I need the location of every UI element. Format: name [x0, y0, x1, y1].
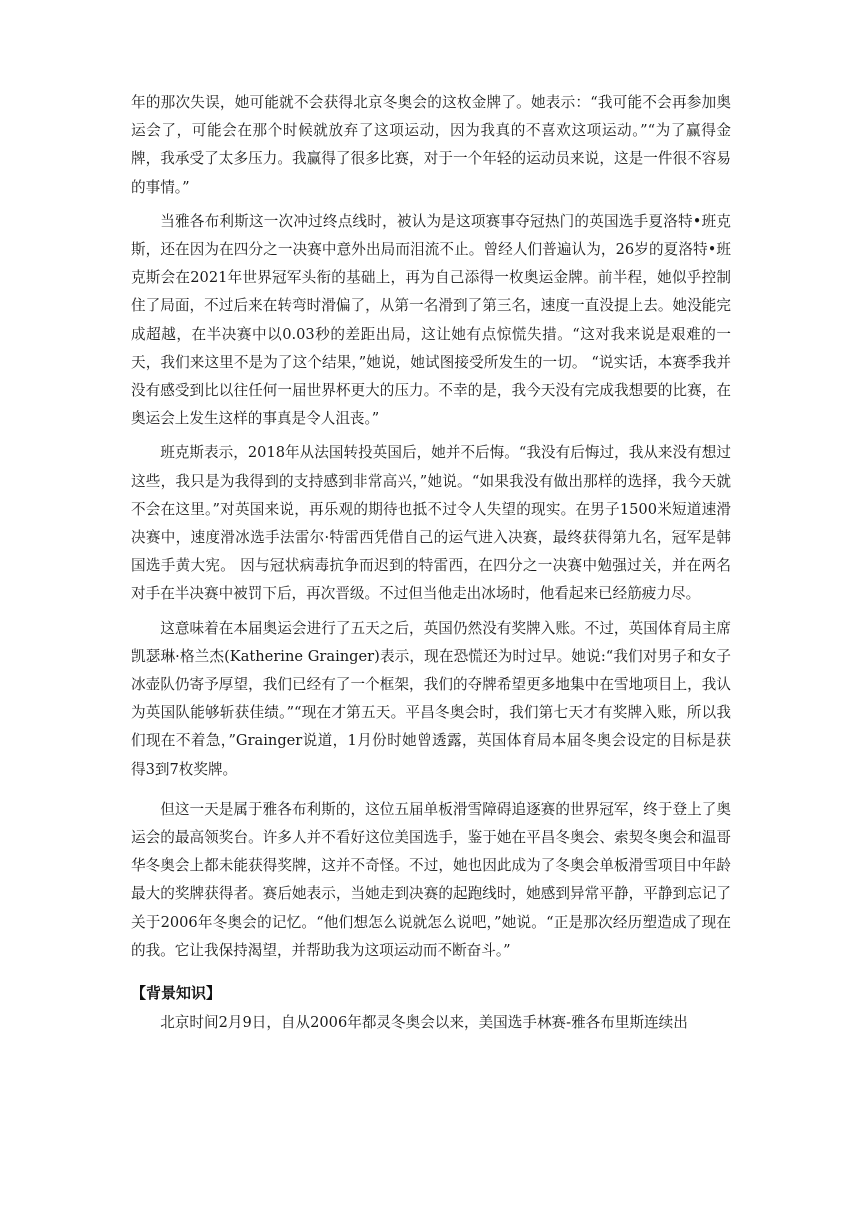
paragraph-banks-no-regret: 班克斯表示，2018年从法国转投英国后，她并不后悔。“我没有后悔过，我从来没有想过这些，我只是为我得到的支持感到非常高兴，”她说。“如果我没有做出那样的选择，我今天就不会在这里。”对英国来说，再乐观的期待也抵不过令人失望的现实。在男子1500米短道速滑决赛中，速度滑冰选手法雷尔·特雷西凭借自己的运气进入决赛，最终获得第九名，冠军是韩国选手黄大宪。 因与冠状病毒抗争而迟到的特雷西，在四分之一决赛中勉强过关，并在两名对手在半决赛中被罚下后，再次晋级。不过但当他走出冰场时，他看起来已经筋疲力尽。	[131, 444, 731, 603]
paragraph-continuation: 年的那次失误，她可能就不会获得北京冬奥会的这枚金牌了。她表示：“我可能不会再参加奥运会了，可能会在那个时候就放弃了这项运动，因为我真的不喜欢这项运动。”“为了赢得金牌，我承受了太多压力。我赢得了很多比赛，对于一个年轻的运动员来说，这是一件很不容易的事情。”	[131, 94, 731, 196]
paragraph-no-medal-yet: 这意味着在本届奥运会进行了五天之后，英国仍然没有奖牌入账。不过，英国体育局主席凯瑟琳·格兰杰(Katherine Grainger)表示，现在恐慌还为时过早。她说:“我们对男子和女子冰壶队仍寄予厚望，我们已经有了一个框架，我们的夺牌希望更多地集中在雪地项目上，我认为英国队能够斩获佳绩。”“现在才第五天。平昌冬奥会时，我们第七天才有奖牌入账，所以我们现在不着急，”Grainger说道，1月份时她曾透露，英国体育局本届冬奥会设定的目标是获得3到7枚奖牌。	[131, 619, 731, 778]
section-heading-background: 【背景知识】	[131, 984, 222, 1003]
paragraph-jacobellis-day: 但这一天是属于雅各布利斯的，这位五届单板滑雪障碍追逐赛的世界冠军，终于登上了奥运会的最高领奖台。许多人并不看好这位美国选手，鉴于她在平昌冬奥会、索契冬奥会和温哥华冬奥会上都未能获得奖牌，这并不奇怪。不过，她也因此成为了冬奥会单板滑雪项目中年龄最大的奖牌获得者。赛后她表示，当她走到决赛的起跑线时，她感到异常平静，平静到忘记了关于2006年冬奥会的记忆。“他们想怎么说就怎么说吧，”她说。“正是那次经历塑造成了现在的我。它让我保持渴望，并帮助我为这项运动而不断奋斗。”	[131, 800, 731, 959]
paragraph-banks-elimination: 当雅各布利斯这一次冲过终点线时，被认为是这项赛事夺冠热门的英国选手夏洛特•班克斯，还在因为在四分之一决赛中意外出局而泪流不止。曾经人们普遍认为，26岁的夏洛特•班克斯会在2021年世界冠军头衔的基础上，再为自己添得一枚奥运金牌。前半程，她似乎控制住了局面，不过后来在转弯时滑偏了，从第一名滑到了第三名，速度一直没提上去。她没能完成超越，在半决赛中以0.03秒的差距出局，这让她有点惊慌失措。“这对我来说是艰难的一天，我们来这里不是为了这个结果，”她说，她试图接受所发生的一切。 “说实话，本赛季我并没有感受到比以往任何一届世界杯更大的压力。不幸的是，我今天没有完成我想要的比赛，在奥运会上发生这样的事真是令人沮丧。”	[131, 212, 731, 428]
article-body	[131, 89, 731, 1037]
paragraph-background: 北京时间2月9日，自从2006年都灵冬奥会以来，美国选手林赛-雅各布里斯连续出	[160, 1014, 688, 1032]
